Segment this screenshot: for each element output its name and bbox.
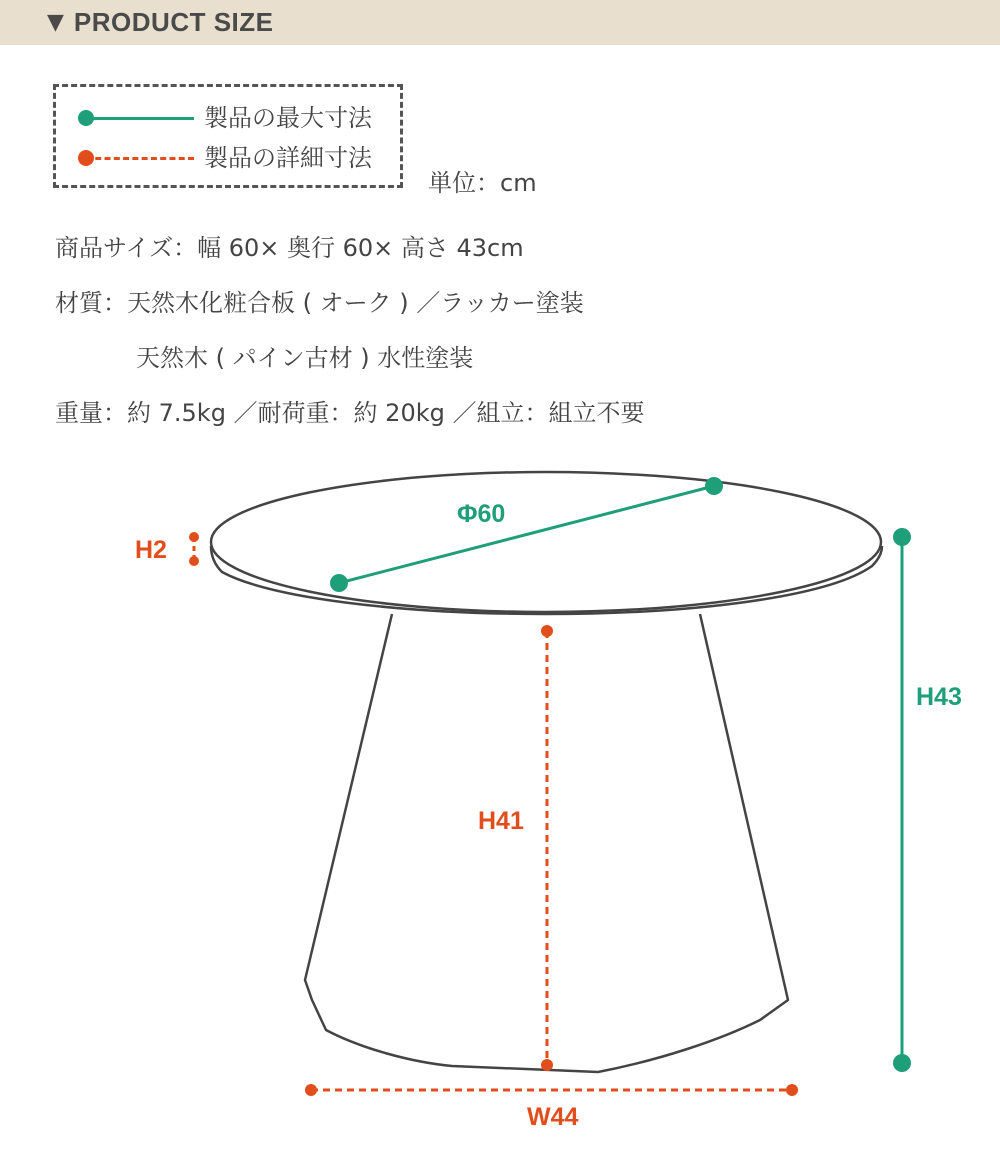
diameter-end-dot [705, 477, 723, 495]
triangle-down-icon: ▼ [47, 9, 64, 35]
total-height-top-dot [893, 528, 911, 546]
base-width-left-dot [305, 1084, 317, 1096]
legend-max-label: 製品の最大寸法 [204, 104, 372, 132]
spec-material-1: 材質：天然木化粧合板 ( オーク ) ／ラッカー塗装 [55, 289, 584, 317]
base-height-bottom-dot [541, 1059, 553, 1071]
unit-label: 単位：cm [428, 169, 537, 197]
spec-weight: 重量：約 7.5kg ／耐荷重：約 20kg ／組立：組立不要 [55, 399, 645, 427]
thickness-label: H2 [135, 536, 167, 564]
spec-size: 商品サイズ：幅 60× 奥行 60× 高さ 43cm [55, 234, 524, 262]
thickness-top-dot [189, 532, 199, 542]
section-title: PRODUCT SIZE [73, 7, 274, 37]
base-height-top-dot [541, 625, 553, 637]
total-height-bottom-dot [893, 1054, 911, 1072]
diameter-start-dot [330, 574, 348, 592]
total-height-label: H43 [916, 683, 962, 711]
base-height-label: H41 [478, 807, 524, 835]
tabletop-surface [211, 472, 881, 612]
thickness-bottom-dot [189, 556, 199, 566]
spec-material-2: 天然木 ( パイン古材 ) 水性塗装 [136, 344, 474, 372]
legend-detail-label: 製品の詳細寸法 [204, 144, 372, 172]
diameter-label: Φ60 [457, 500, 506, 528]
base-width-label: W44 [527, 1103, 579, 1131]
base-width-right-dot [786, 1084, 798, 1096]
